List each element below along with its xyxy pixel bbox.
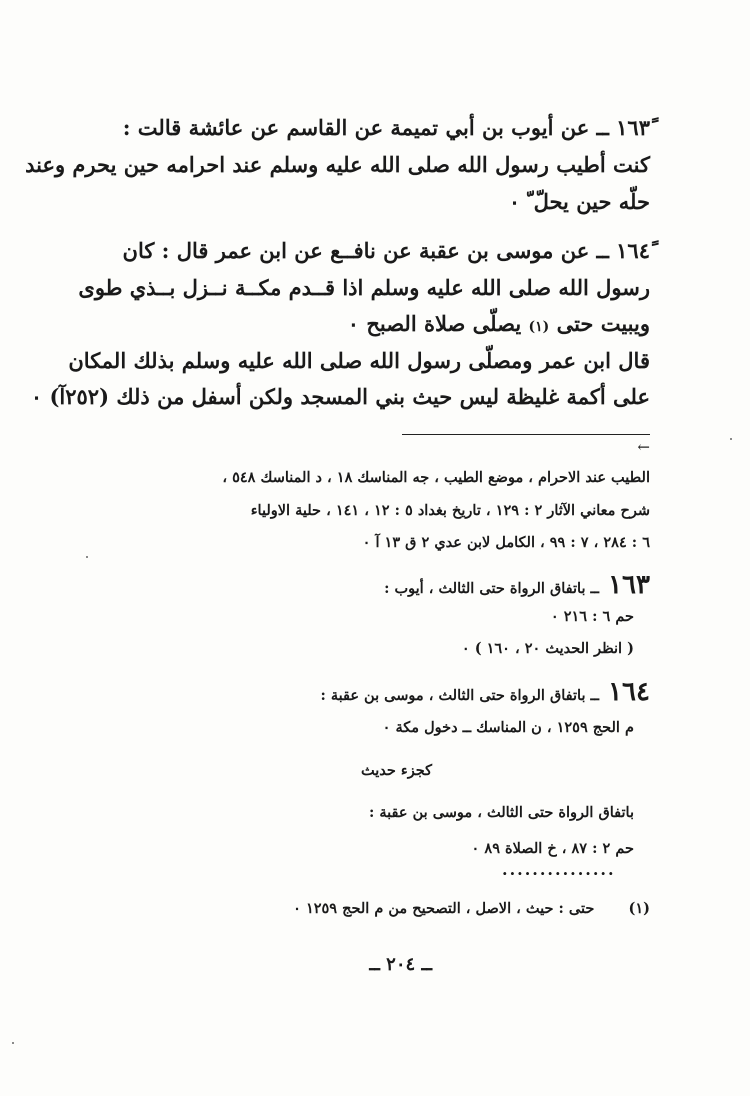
note-continuation-line-1: الطيب عند الاحرام ، موضع الطيب ، جه المناسك ١٨ ، د المناسك ٥٤٨ ،	[222, 469, 650, 486]
hadith-164-line-5: على أكمة غليظة ليس حيث بني المسجد ولكن أسفل من ذلك (٢٥٢آ) ٠	[30, 384, 650, 409]
note-continuation-line-3: ٦ : ٢٨٤ ، ٧ : ٩٩ ، الكامل لابن عدي ٢ ق ١٣ آ ٠	[362, 534, 650, 551]
hadith-164-line-3-pre: ويبيت حتى	[556, 311, 650, 336]
scan-speck	[12, 1042, 14, 1044]
note-163-line-1	[384, 570, 650, 600]
note-164-line-1	[320, 677, 650, 707]
dotted-separator: ...............	[502, 860, 616, 879]
page-number: ــ ٢٠٤ ــ	[369, 954, 432, 975]
separator-rule	[402, 434, 650, 435]
part-heading: كجزء حديث	[361, 762, 432, 779]
note-continuation-line-2: شرح معاني الآثار ٢ : ١٢٩ ، تاريخ بغداد ٥ : ١٢ ، ١٤١ ، حلية الاولياء	[250, 502, 650, 519]
note-164-line-2: م الحج ١٢٥٩ ، ن المناسك ــ دخول مكة ٠	[382, 719, 634, 736]
hadith-164-line-3-post: يصلّى صلاة الصبح ٠	[347, 311, 522, 336]
part-line-1: باتفاق الرواة حتى الثالث ، موسى بن عقبة :	[368, 804, 634, 821]
note-163-line-3: ( انظر الحديث ٢٠ ، ١٦٠ ) ٠	[461, 640, 634, 657]
note-163-number: ١٦٣	[608, 570, 650, 600]
scan-speck	[86, 556, 88, 558]
scan-speck	[730, 438, 732, 440]
hadith-164-line-1: ١٦٤ً ــ عن موسى بن عقبة عن نافــع عن ابن عمر قال : كان	[122, 238, 650, 263]
hadith-164-line-4: قال ابن عمر ومصلّى رسول الله صلى الله عليه وسلم بذلك المكان	[68, 348, 650, 373]
footnote-reference: (١)	[528, 319, 550, 335]
note-164-text: ــ باتفاق الرواة حتى الثالث ، موسى بن عقبة :	[320, 687, 600, 704]
hadith-163-line-1: ١٦٣ً ــ عن أيوب بن أبي تميمة عن القاسم عن عائشة قالت :	[122, 115, 650, 140]
part-line-2: حم ٢ : ٨٧ ، خ الصلاة ٨٩ ٠	[471, 840, 634, 857]
hadith-164-line-2: رسول الله صلى الله عليه وسلم اذا قــدم مكــة نــزل بــذي طوى	[78, 275, 650, 300]
hadith-163-line-3: حلّه حين يحلّ ّ ٠	[508, 189, 650, 214]
hadith-164-line-3	[348, 309, 650, 342]
note-164-number: ١٦٤	[608, 677, 650, 707]
continuation-arrow-icon: ←	[637, 438, 650, 456]
note-163-text: ــ باتفاق الرواة حتى الثالث ، أيوب :	[384, 580, 600, 597]
hadith-163-line-2: كنت أطيب رسول الله صلى الله عليه وسلم عند احرامه حين يحرم وعند	[25, 152, 650, 177]
footnote-text: حتى : حيث ، الاصل ، التصحيح من م الحج ١٢٥٩ ٠	[293, 900, 595, 917]
note-163-line-2: حم ٦ : ٢١٦ ٠	[550, 608, 634, 625]
footnote-mark: (١)	[628, 900, 650, 917]
footnote-line	[293, 898, 650, 920]
